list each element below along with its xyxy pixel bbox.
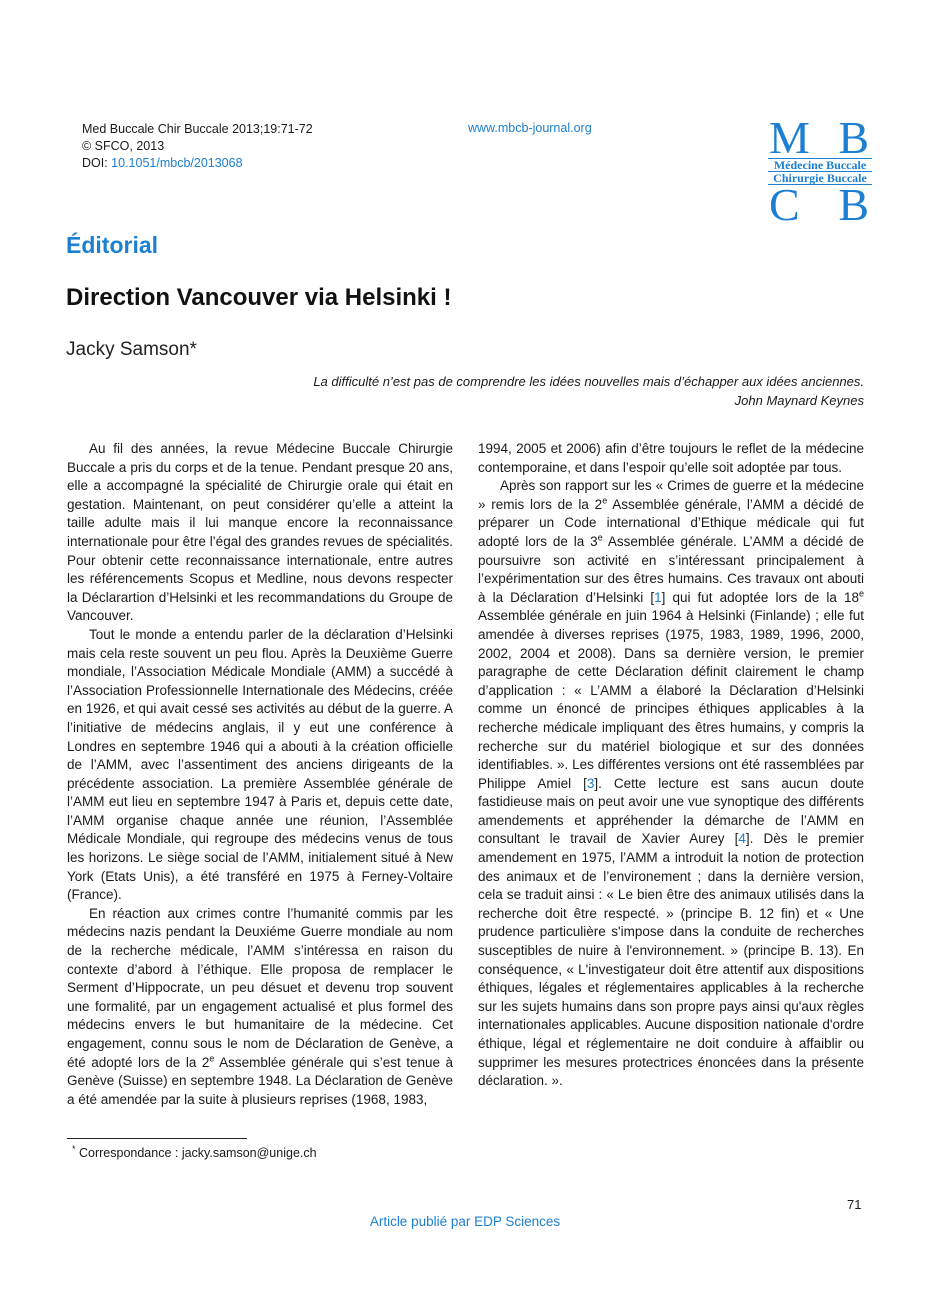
- article-author: Jacky Samson*: [66, 339, 197, 360]
- paragraph-4: Après son rapport sur les « Crimes de guerre et la médecine » remis lors de la 2e Assemblée générale, l’AMM a décidé de préparer un Code international d’Ethique médicale qui fut adopté lors de la 3e Assemblée générale. L’AMM a décidé de poursuivre son activité en s’intéressant principalement à l’expérimentation sur des êtres humains. Ces travaux ont abouti à la Déclaration d’Helsinki [1] qui fut adoptée lors de la 18e Assemblée générale en juin 1964 à Helsinki (Finlande) ; elle fut amendée à diverses reprises (1975, 1983, 1989, 1996, 2000, 2002, 2004 et 2008). Dans sa dernière version, le premier paragraphe de cette Déclaration définit clairement le champ d’application : « L’AMM a élaboré la Déclaration d’Helsinki comme un énoncé de principes éthiques applicables à la recherche médicale impliquant des êtres humains, y compris la recherche sur du matériel biologique et sur des données identifiables. ». Les différentes versions ont été rassemblées par Philippe Amiel [3]. Cette lecture est sans aucun doute fastidieuse mais on peut avoir une vue synoptique des différents amendements et appréhender la démarche de l’AMM en consultant le travail de Xavier Aurey [4]. Dès le premier amendement en 1975, l’AMM a introduit la notion de protection des animaux et de l’environement ; dans la dernière version, cela se traduit ainsi : « Le bien être des animaux utilisés dans la recherche doit être respecté. » (principe B. 12 fin) et « Une prudence particulière s'impose dans la conduite de recherches susceptibles de nuire à l'environnement. » (principe B. 13). En conséquence, « L'investigateur doit être attentif aux dispositions éthiques, légales et réglementaires applicables à la recherche sur les sujets humains dans son propre pays ainsi qu'aux règles internationales applicables. Aucune disposition nationale d'ordre éthique, légal et réglementaire ne doit conduire à affaiblir ou supprimer les mesures protectrices énoncées dans la présente déclaration. ».: [478, 478, 865, 1089]
- reference-link-4[interactable]: 4: [738, 831, 746, 847]
- citation-block: [82, 121, 313, 172]
- reference-link-1[interactable]: 1: [654, 589, 662, 605]
- copyright: © SFCO, 2013: [82, 139, 165, 153]
- logo-letter-b-top: B: [838, 112, 869, 163]
- publisher-link[interactable]: Article publié par EDP Sciences: [369, 1214, 561, 1229]
- logo-line-1: Médecine Buccale: [773, 158, 867, 172]
- doi-link[interactable]: 10.1051/mbcb/2013068: [111, 156, 243, 170]
- footnote-marker: *: [72, 1143, 76, 1154]
- doi-line: [82, 155, 313, 172]
- epigraph-quote: La difficulté n’est pas de comprendre les idées nouvelles mais d’échapper aux idées anciennes.: [313, 374, 864, 389]
- footnote: [72, 1143, 317, 1160]
- footnote-text: Correspondance : jacky.samson@unige.ch: [75, 1146, 317, 1160]
- logo-letter-c: C: [769, 179, 800, 230]
- epigraph-author: John Maynard Keynes: [734, 393, 864, 408]
- doi-label: DOI:: [82, 156, 112, 170]
- paragraph-2: Tout le monde a entendu parler de la déclaration d’Helsinki mais cela reste souvent un peu flou. Après la Deuxième Guerre mondiale, l’Association Médicale Mondiale (AMM) a succédé à l’Association Professionnelle Internationale des Médecins, créée en 1926, et qui avait cessé ses activités au début de la guerre. A l’initiative de médecins anglais, il y eut une conférence à Londres en septembre 1946 qui a abouti à la création officielle de l’AMM, avec l’assentiment des anciens dirigeants de la précédente association. La première Assemblée générale de l’AMM eut lieu en septembre 1947 à Paris et, depuis cette date, l’AMM organise chaque année une réunion, l’Assemblée Médicale Mondiale, qui regroupe des médecins venus de tous les horizons. Le siège social de l’AMM, initialement situé à New York (Etats Unis), a été transféré en 1975 à Ferney-Voltaire (France).: [67, 626, 453, 903]
- journal-logo: [765, 112, 875, 230]
- paragraph-1: Au fil des années, la revue Médecine Buccale Chirurgie Buccale a pris du corps et de la tenue. Pendant presque 20 ans, elle a accompagné la spécialité de Chirurgie orale qui était en gestation. Maintenant, on peut considérer qu’elle a atteint la taille adulte mais il lui manque encore la reconnaissance internationale pour être l’égal des grandes revues de spécialités. Pour obtenir cette reconnaissance internationale, entre autres les référencements Scopus et Medline, nous devons respecter la Déclarartion d’Helsinki et les recommandations du Groupe de Vancouver.: [67, 441, 453, 624]
- journal-website-link[interactable]: www.mbcb-journal.org: [468, 121, 592, 135]
- section-label: Éditorial: [66, 232, 159, 258]
- page-number: 71: [847, 1197, 862, 1212]
- paragraph-3-continued: 1994, 2005 et 2006) afin d’être toujours le reflet de la médecine contemporaine, et dans l’espoir qu’elle soit adoptée par tous.: [478, 441, 864, 475]
- journal-citation: Med Buccale Chir Buccale 2013;19:71-72: [82, 122, 313, 136]
- article-title: Direction Vancouver via Helsinki !: [66, 284, 452, 311]
- body-column-right: [478, 440, 864, 1091]
- logo-letter-m: M: [769, 112, 810, 163]
- logo-letter-b-bottom: B: [838, 179, 869, 230]
- reference-link-3[interactable]: 3: [586, 775, 595, 791]
- paragraph-3: En réaction aux crimes contre l’humanité commis par les médecins nazis pendant la Deuxiéme Guerre mondiale au nom de la recherche médicale, l’AMM s’intéressa en raison du contexte d’abord à l’éthique. Elle proposa de remplacer le Serment d’Hippocrate, un peu désuet et devenu trop souvent une formalité, par un engagement actualisé et plus formel des médecins envers le but humanitaire de la médecine. Cet engagement, connu sous le nom de Déclaration de Genève, a été adopté lors de la 2e Assemblée générale qui s’est tenue à Genève (Suisse) en septembre 1948. La Déclaration de Genève a été amendée par la suite à plusieurs reprises (1968, 1983,: [67, 905, 453, 1107]
- footnote-divider: [67, 1138, 247, 1139]
- epigraph: [164, 372, 864, 410]
- body-column-left: [67, 440, 453, 1109]
- logo-line-2: Chirurgie Buccale: [773, 171, 867, 185]
